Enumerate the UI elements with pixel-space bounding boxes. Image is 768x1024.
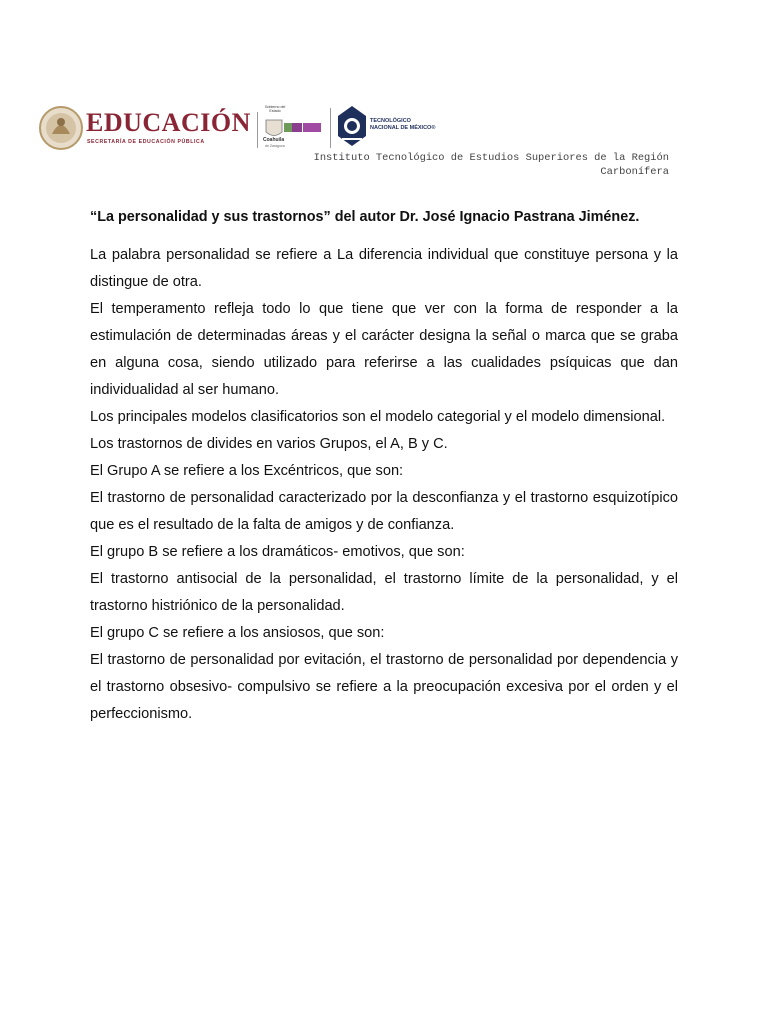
education-subtitle: SECRETARÍA DE EDUCACIÓN PÚBLICA <box>87 139 205 145</box>
tecnm-emblem-icon <box>338 106 366 146</box>
document-body <box>90 206 678 728</box>
coahuila-name: Coahuila <box>263 137 285 143</box>
paragraph: El Grupo A se refiere a los Excéntricos, que son: <box>90 463 404 479</box>
paragraph: El temperamento refleja todo lo que tiene que ver con la forma de responder a la estimulación de determinadas áreas y el carácter designa la señal o marca que se graba en alguna cosa, siendo utilizado para referirse a las cualidades psíquicas que dan individualidad al ser humano. <box>90 301 678 398</box>
document-title: “La personalidad y sus trastornos” del autor Dr. José Ignacio Pastrana Jiménez. <box>90 209 640 225</box>
paragraph: Los trastornos de divides en varios Grupos, el A, B y C. <box>90 436 448 452</box>
paragraph: La palabra personalidad se refiere a La diferencia individual que constituye persona y la distingue de otra. <box>90 247 678 290</box>
education-title: EDUCACIÓN <box>86 108 251 137</box>
paragraph: Los principales modelos clasificatorios son el modelo categorial y el modelo dimensional. <box>90 409 666 425</box>
institute-line2: Carbonífera <box>600 166 669 178</box>
paragraph: El trastorno de personalidad caracterizado por la desconfianza y el trastorno esquizotípico que es el resultado de la falta de amigos y de confianza. <box>90 490 678 533</box>
paragraph: El grupo B se refiere a los dramáticos- emotivos, que son: <box>90 544 465 560</box>
coahuila-shield-icon <box>266 120 321 136</box>
paragraph: El grupo C se refiere a los ansiosos, que son: <box>90 625 385 641</box>
paragraph: El trastorno de personalidad por evitación, el trastorno de personalidad por dependencia y el trastorno obsesivo- compulsivo se refiere a la preocupación excesiva por el orden y el perfeccionismo. <box>90 652 678 722</box>
coat-of-arms-icon <box>40 107 82 149</box>
coahuila-top-text: Gobierno del Estado <box>264 105 286 113</box>
coahuila-motto: de Zaragoza <box>265 144 285 148</box>
document-header <box>0 0 768 185</box>
institute-name <box>309 151 669 179</box>
logo-divider <box>330 108 331 148</box>
tecnm-name-line2: NACIONAL DE MÉXICO® <box>370 125 436 131</box>
tecnm-name-line1: TECNOLÓGICO <box>370 118 411 124</box>
institute-line1: Instituto Tecnológico de Estudios Superiores de la Región <box>313 152 669 164</box>
tecnm-name <box>370 118 435 132</box>
paragraph: El trastorno antisocial de la personalidad, el trastorno límite de la personalidad, y el trastorno histriónico de la personalidad. <box>90 571 678 614</box>
logo-divider <box>257 112 258 148</box>
